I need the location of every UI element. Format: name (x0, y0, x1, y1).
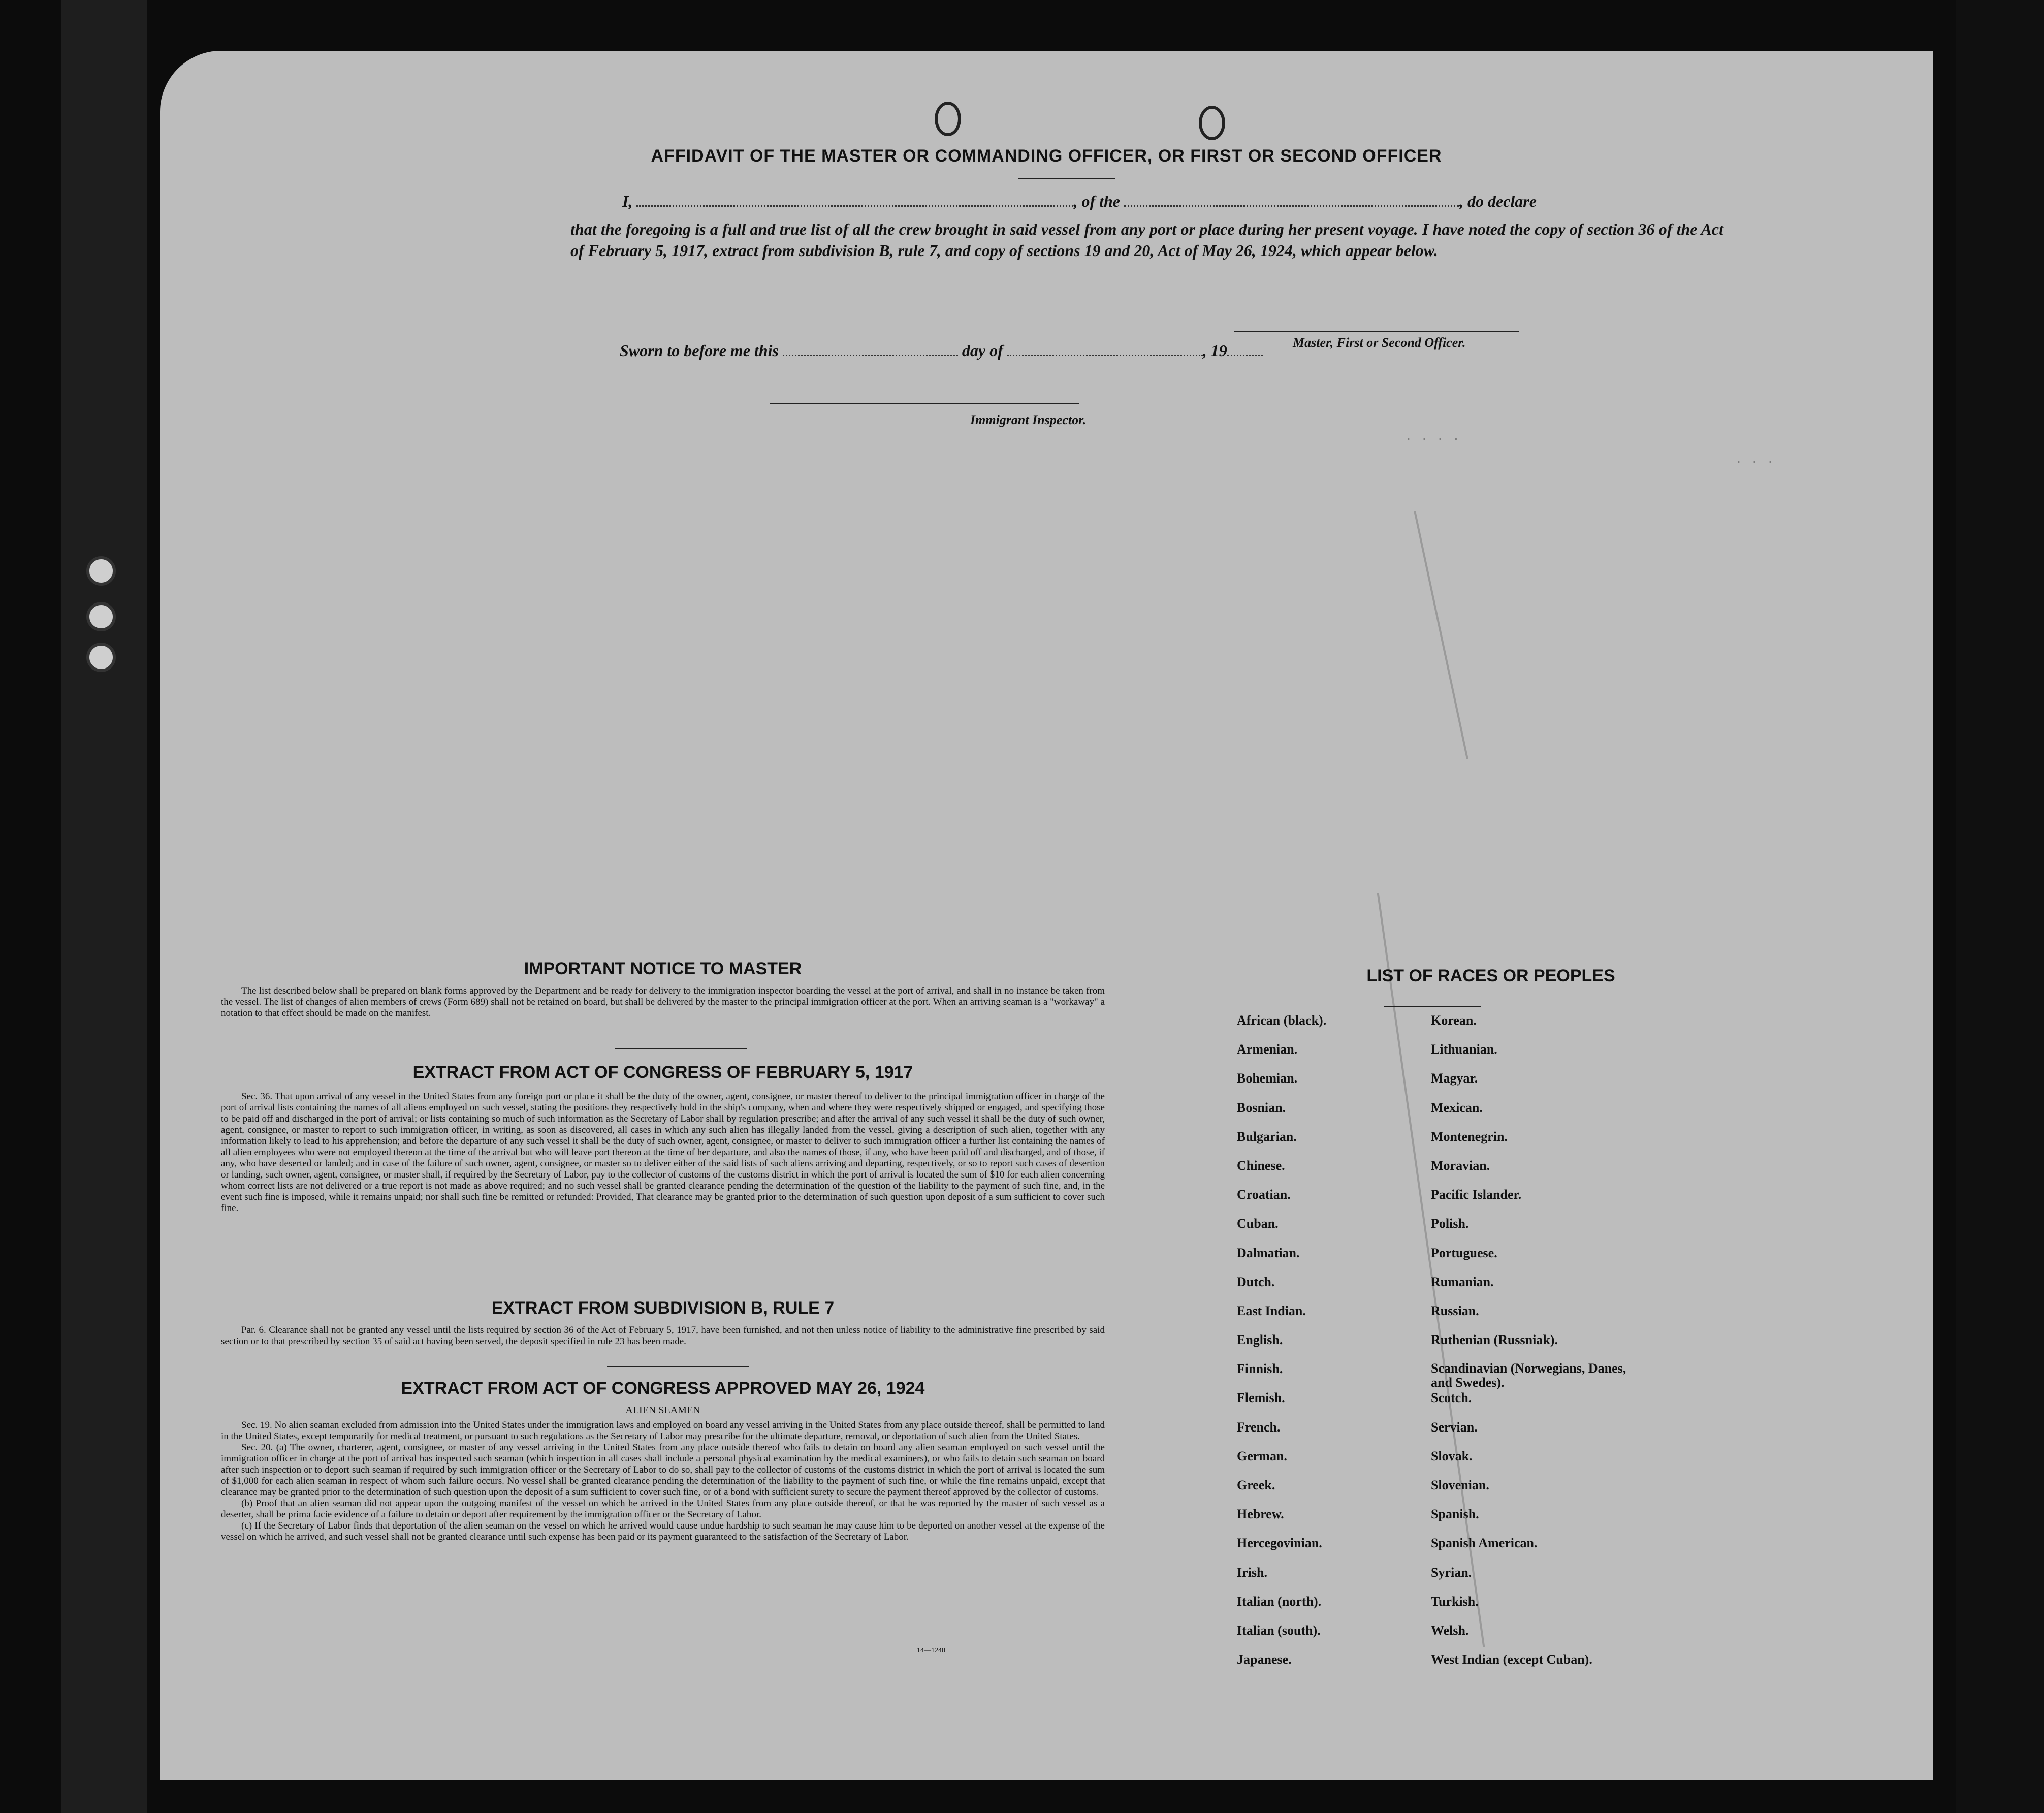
race-item: Greek. (1237, 1478, 1275, 1492)
race-item: Pacific Islander. (1431, 1187, 1522, 1202)
affidavit-do-declare-label: , do declare (1459, 192, 1537, 210)
extract-rule7-body: Par. 6. Clearance shall not be granted any vessel until the lists required by section 36 of the Act of February 5, 1917, have been furnished, and not then unless notice of liability to the administrative fine prescribed by said section or to that prescribed by section 35 of said act having been served, the deposit specified in rule 23 has been made. (221, 1325, 1105, 1347)
binder-hole (86, 602, 116, 631)
race-item: Magyar. (1431, 1071, 1478, 1086)
race-item: Japanese. (1237, 1652, 1292, 1667)
race-item: Turkish. (1431, 1594, 1479, 1609)
race-item: Finnish. (1237, 1361, 1283, 1377)
sec-20a-text: Sec. 20. (a) The owner, charterer, agent, consignee, or master of any vessel arriving in the United States from any place outside thereof who fails to detain on board any alien seaman employed on such vessel until the immigration officer in charge at the port of arrival has inspected such seaman (which inspection in all cases shall include a personal physical examination by the medical examiners), or who fails to detain such seaman on board after such inspection or to deport such seaman if required by such immigration officer or the Secretary of Labor to do so, shall pay to the collector of customs of the customs district in which the port of arrival is located the sum of $1,000 for each alien seaman in respect of whom such failure occurs. No vessel shall be granted clearance pending the determination of the liability to the payment of such fine, or while the fine remains unpaid, except that clearance may be granted prior to the determination of such question upon the deposit of a sum sufficient to cover such fine, or of a bond with sufficient surety to secure the payment thereof approved by the collector of customs. (221, 1442, 1105, 1498)
form-number: 14—1240 (917, 1647, 945, 1655)
race-item: French. (1237, 1419, 1281, 1435)
race-item: Bohemian. (1237, 1071, 1298, 1086)
sworn-label-3: , 19 (1202, 341, 1227, 360)
race-item: Slovak. (1431, 1448, 1473, 1464)
race-item: Welsh. (1431, 1623, 1469, 1638)
sworn-line (620, 341, 1263, 360)
race-item: Syrian. (1431, 1565, 1472, 1580)
title-divider (1018, 178, 1115, 179)
right-film-strip (1956, 0, 2044, 1813)
race-item: Russian. (1431, 1303, 1479, 1318)
races-title: LIST OF RACES OR PEOPLES (1366, 966, 1615, 985)
race-item: Spanish American. (1431, 1536, 1538, 1551)
race-item: Mexican. (1431, 1100, 1483, 1115)
extract-rule7-title: EXTRACT FROM SUBDIVISION B, RULE 7 (491, 1298, 835, 1318)
punch-hole (935, 102, 961, 136)
race-item: Moravian. (1431, 1158, 1490, 1173)
race-item: East Indian. (1237, 1303, 1306, 1318)
race-item: Bulgarian. (1237, 1129, 1297, 1144)
document-page (160, 51, 1933, 1780)
races-divider (1384, 1006, 1481, 1007)
extract-1924-title: EXTRACT FROM ACT OF CONGRESS APPROVED MAY 26, 1924 (401, 1379, 925, 1398)
race-item: Dutch. (1237, 1274, 1275, 1289)
bleed-through-text: · · · (1735, 455, 1775, 470)
race-item: Dalmatian. (1237, 1245, 1300, 1260)
sec-20c-text: (c) If the Secretary of Labor finds that deportation of the alien seaman on the vessel on which he arrived would cause undue hardship to such seaman he may cause him to be deported on another vessel at the expense of the vessel on which he arrived, and such vessel shall not be granted clearance until such expense has been paid or its payment guaranteed to the satisfaction of the Secretary of Labor. (221, 1520, 1105, 1542)
extract-1924-body (221, 1420, 1105, 1543)
extract-1917-title: EXTRACT FROM ACT OF CONGRESS OF FEBRUARY 5, 1917 (412, 1063, 913, 1082)
race-item: African (black). (1237, 1013, 1327, 1028)
section-divider (615, 1048, 747, 1049)
race-item: Ruthenian (Russniak). (1431, 1332, 1558, 1348)
sworn-month-blank (1007, 343, 1203, 356)
inspector-signature-label: Immigrant Inspector. (970, 412, 1087, 427)
affidavit-body: that the foregoing is a full and true list of all the crew brought in said vessel from any port or place during her present voyage. I have noted the copy of section 36 of the Act of February 5, 1917, extract from subdivision B, rule 7, and copy of sections 19 and 20, Act of May 26, 1924, which appear below. (570, 220, 1723, 260)
sworn-year-blank (1227, 343, 1263, 356)
race-item: Hercegovinian. (1237, 1536, 1322, 1551)
master-signature-line (1234, 331, 1519, 332)
races-right-column (1431, 1013, 1644, 1681)
affidavit-i-label: I, (622, 192, 633, 210)
race-item: Portuguese. (1431, 1245, 1497, 1260)
affidavit-title: AFFIDAVIT OF THE MASTER OR COMMANDING OFFICER, OR FIRST OR SECOND OFFICER (651, 146, 1442, 166)
race-item: Scandinavian (Norwegians, Danes, and Swedes). (1431, 1361, 1626, 1390)
race-item: Italian (north). (1237, 1594, 1322, 1609)
sworn-label-1: Sworn to before me this (620, 341, 779, 360)
race-item: West Indian (except Cuban). (1431, 1652, 1592, 1667)
race-item: Flemish. (1237, 1390, 1285, 1406)
race-item: Lithuanian. (1431, 1042, 1497, 1057)
section-divider (607, 1366, 749, 1367)
affidavit-of-the-label: , of the (1073, 192, 1120, 210)
race-item: Scotch. (1431, 1390, 1472, 1406)
race-item: Rumanian. (1431, 1274, 1494, 1289)
race-item: Polish. (1431, 1216, 1469, 1231)
affidavit-declaration-line (622, 192, 1537, 211)
notice-body: The list described below shall be prepared on blank forms approved by the Department and be ready for delivery to the immigration inspector boarding the vessel at the port of arrival, and shall in no instance be taken from the vessel. The list of changes of alien members of crews (Form 689) shall not be retained on board, but shall be delivered by the master to the principal immigration officer at the port. When an arriving seaman is a "workaway" a notation to that effect should be made on the manifest. (221, 985, 1105, 1019)
binder-hole (86, 556, 116, 586)
race-item: Spanish. (1431, 1507, 1479, 1522)
bleed-through-mark (1414, 511, 1468, 759)
name-blank (636, 194, 1073, 207)
left-film-strip (61, 0, 147, 1813)
race-item: Korean. (1431, 1013, 1477, 1028)
inspector-signature-line (770, 403, 1079, 404)
race-item: English. (1237, 1332, 1283, 1348)
race-item: Irish. (1237, 1565, 1267, 1580)
punch-hole (1199, 106, 1225, 140)
extract-1924-subtitle: ALIEN SEAMEN (625, 1405, 700, 1416)
sworn-label-2: day of (962, 341, 1003, 360)
race-item: German. (1237, 1448, 1287, 1464)
race-item: Montenegrin. (1431, 1129, 1508, 1144)
race-item: Bosnian. (1237, 1100, 1286, 1115)
sworn-day-blank (783, 343, 958, 356)
bleed-through-text: · · · · (1404, 432, 1460, 447)
race-item: Cuban. (1237, 1216, 1279, 1231)
master-signature-label: Master, First or Second Officer. (1293, 335, 1466, 350)
sec-20b-text: (b) Proof that an alien seaman did not appear upon the outgoing manifest of the vessel on which he arrived in the United States from any place outside thereof, or that he was reported by the master of such vessel as a deserter, shall be prima facie evidence of a failure to detain or deport after requirement by the immigration officer or the Secretary of Labor. (221, 1498, 1105, 1520)
race-item: Hebrew. (1237, 1507, 1284, 1522)
race-item: Slovenian. (1431, 1478, 1489, 1492)
race-item: Chinese. (1237, 1158, 1285, 1173)
race-item: Servian. (1431, 1419, 1478, 1435)
race-item: Armenian. (1237, 1042, 1298, 1057)
race-item: Italian (south). (1237, 1623, 1321, 1638)
notice-title: IMPORTANT NOTICE TO MASTER (524, 959, 802, 978)
binder-hole (86, 643, 116, 672)
sec-19-text: Sec. 19. No alien seaman excluded from admission into the United States under the immigration laws and employed on board any vessel arriving in the United States from any place outside thereof, shall be permitted to land in the United States, except temporarily for medical treatment, or pursuant to such regulations as the Secretary of Labor may prescribe for the ultimate departure, removal, or deportation of such alien from the United States. (221, 1420, 1105, 1442)
extract-1917-body: Sec. 36. That upon arrival of any vessel in the United States from any foreign port or place it shall be the duty of the owner, agent, consignee, or master thereof to deliver to the principal immigration officer in charge of the port of arrival lists containing the names of all aliens employed on such vessel, stating the positions they respectively hold in the ship's company, when and where they were respectively shipped or engaged, and specifying those to be paid off and discharged in the port of arrival; or lists containing so much of such information as the Secretary of Labor shall by regulation prescribe; and after the arrival of any such vessel it shall be the duty of such owner, agent, consignee, or master to report to such immigration officer, in writing, as soon as discovered, all cases in which any such alien has illegally landed from the vessel, giving a description of such alien, together with any information likely to lead to his apprehension; and before the departure of any such vessel it shall be the duty of such owner, agent, consignee, or master to deliver to such immigration officer a further list containing the names of all alien employees who were not employed thereon at the time of the arrival but who will leave port thereon at the time of her departure, and also the names of those, if any, who have been paid off and discharged, and of those, if any, who have deserted or landed; and in case of the failure of such owner, agent, consignee, or master so to deliver either of the said lists of such aliens arriving and departing, respectively, or so to report such cases of desertion or landing, such owner, agent, consignee, or master shall, if required by the Secretary of Labor, pay to the collector of customs of the customs district in which the port of arrival is located the sum of $10 for each alien concerning whom correct lists are not delivered or a true report is not made as above required; and no such vessel shall be granted clearance pending the determination of the question of the liability to the payment of such fine, and, in the event such fine is imposed, while it remains unpaid; nor shall such fine be remitted or refunded: Provided, That clearance may be granted prior to the determination of such question upon deposit of a sum sufficient to cover such fine. (221, 1091, 1105, 1214)
vessel-blank (1124, 194, 1459, 207)
race-item: Croatian. (1237, 1187, 1291, 1202)
races-left-column (1237, 1013, 1450, 1681)
